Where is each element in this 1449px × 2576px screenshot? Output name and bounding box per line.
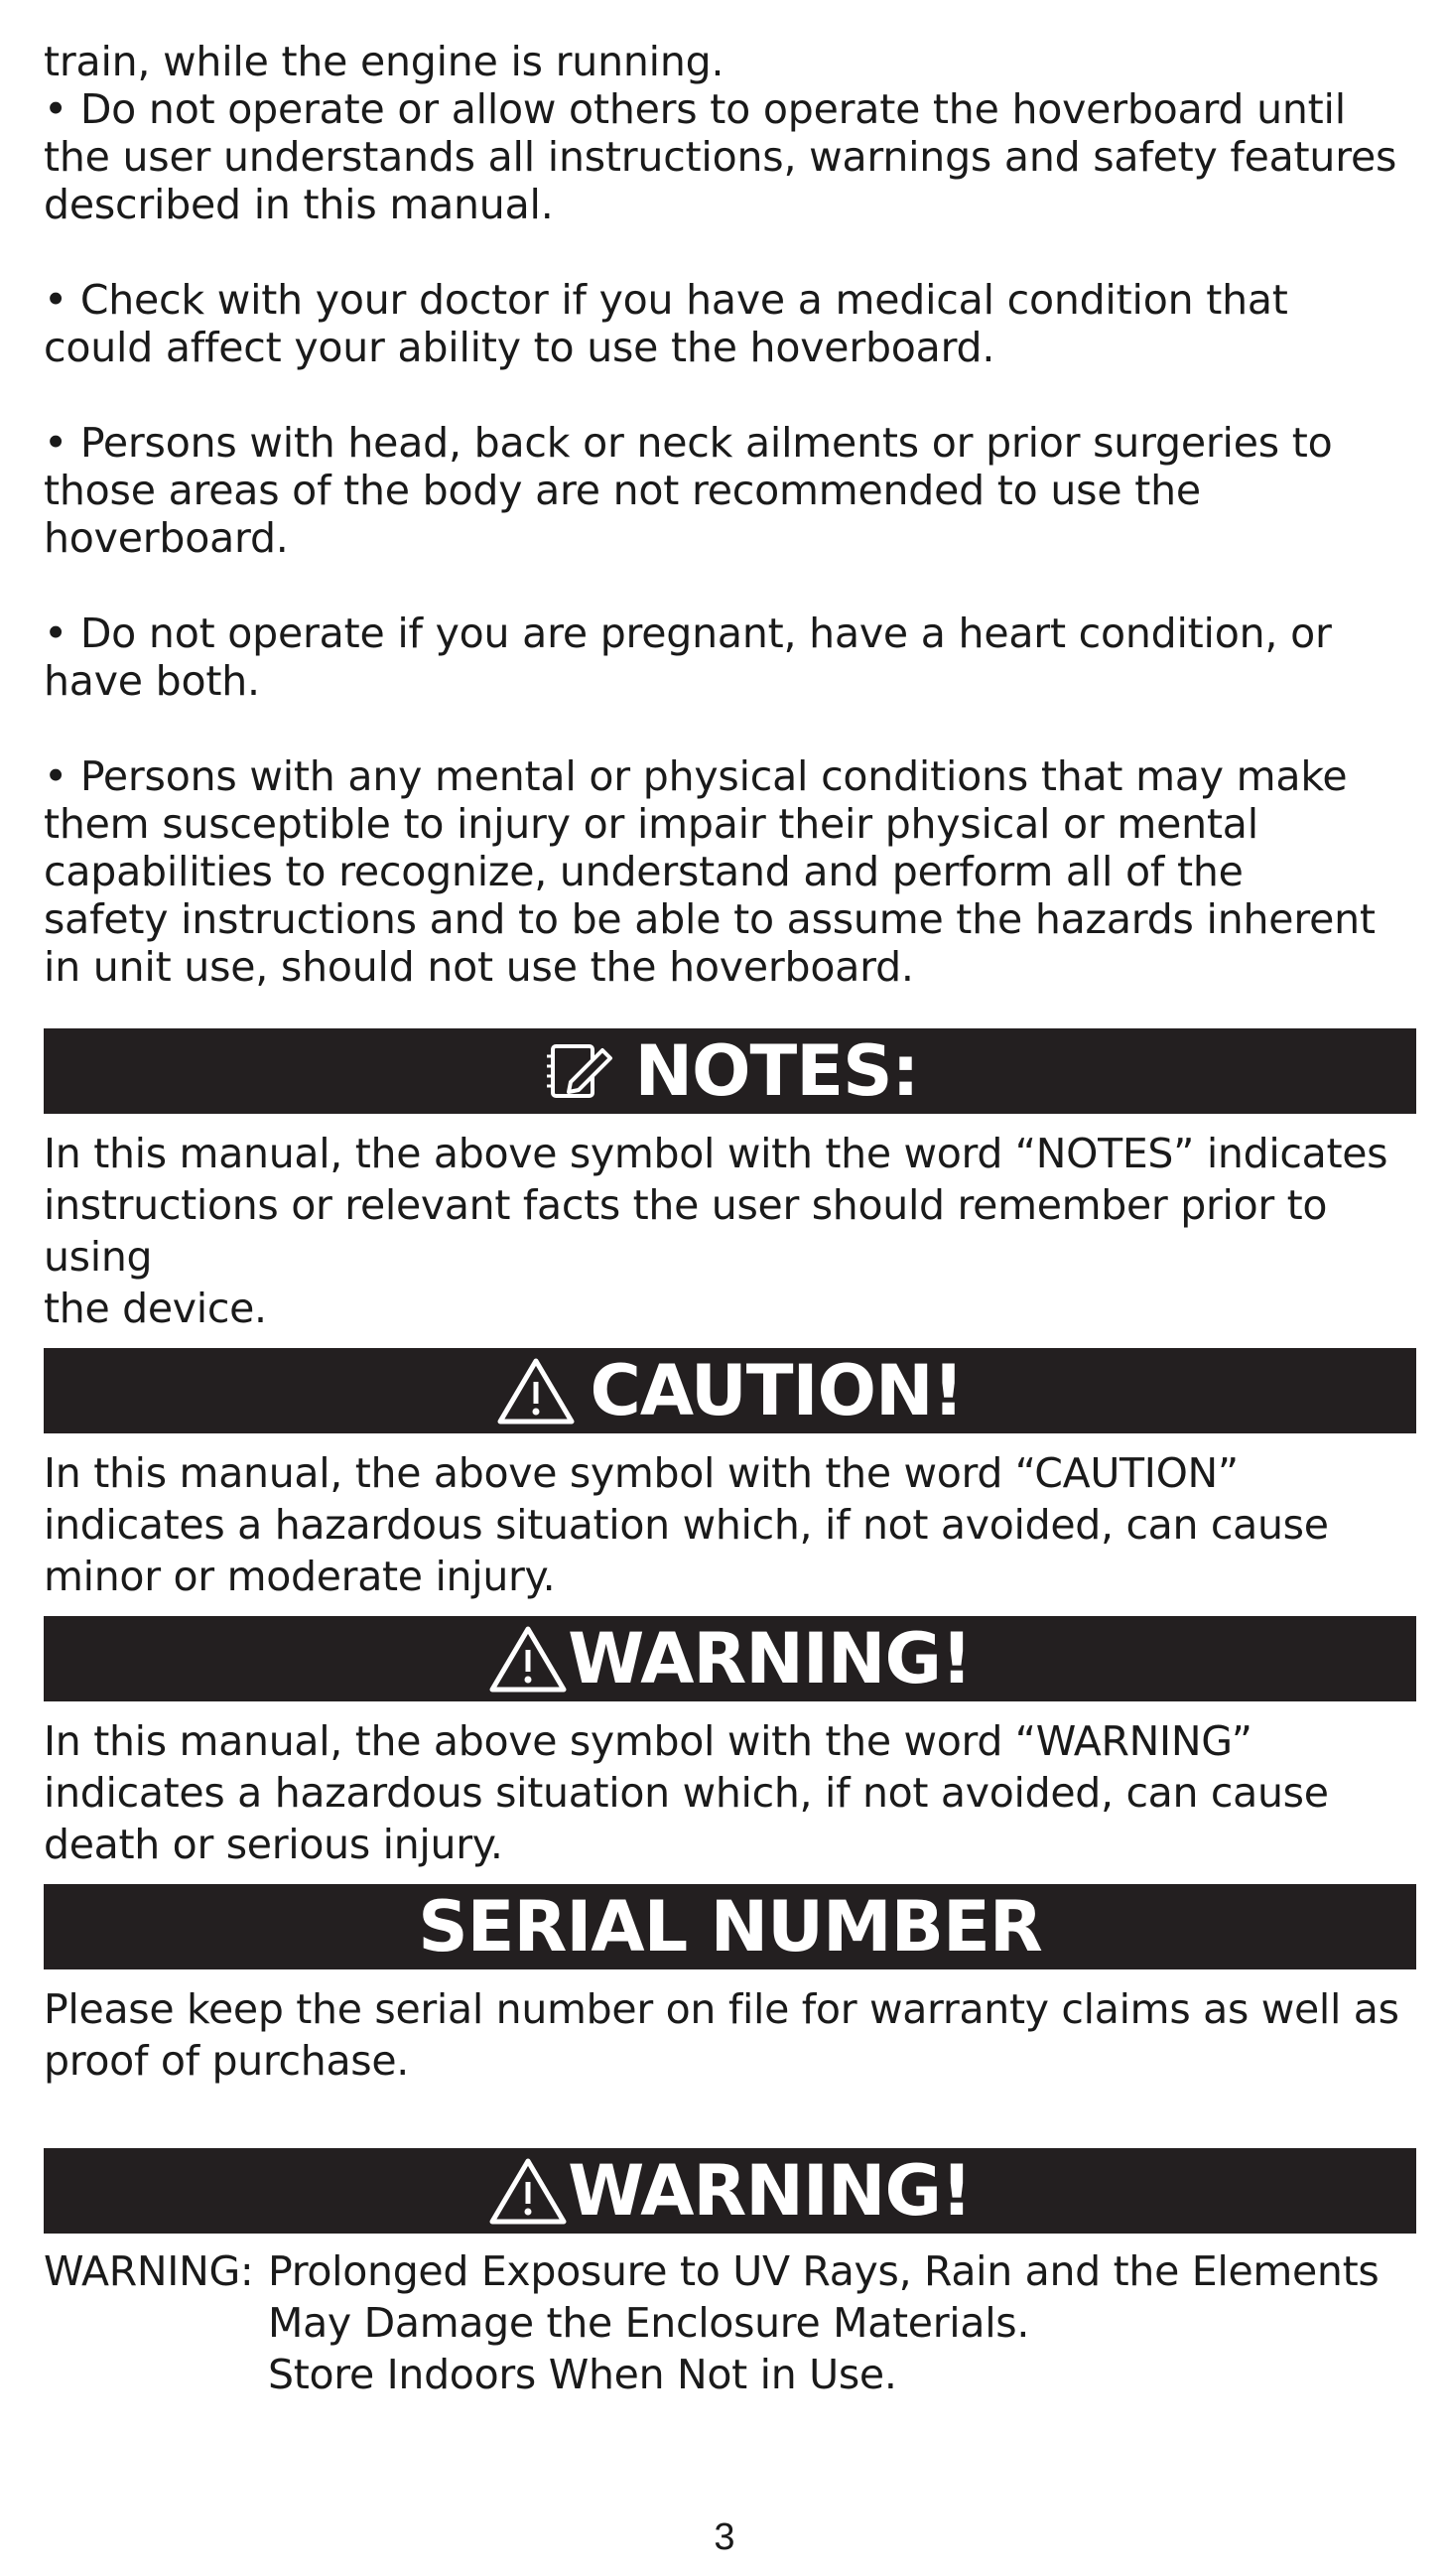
text-line: May Damage the Enclosure Materials. [268, 2299, 1030, 2347]
paragraph-conditions [44, 752, 1416, 991]
text-line: train, while the engine is running. [44, 38, 724, 85]
warning-heading: WARNING! [568, 1618, 972, 1699]
paragraph-ailments [44, 419, 1416, 562]
caution-banner [44, 1348, 1416, 1433]
text-line: indicates a hazardous situation which, if not avoided, can cause [44, 1501, 1329, 1549]
text-line: Prolonged Exposure to UV Rays, Rain and the Elements [268, 2247, 1380, 2295]
text-line: could affect your ability to use the hoverboard. [44, 324, 995, 371]
paragraph-pregnant [44, 610, 1416, 705]
uv-warning-label: WARNING: [44, 2247, 254, 2295]
caution-heading: CAUTION! [590, 1350, 964, 1431]
text-line: In this manual, the above symbol with the word “WARNING” [44, 1717, 1252, 1765]
warning-banner [44, 1616, 1416, 1701]
paragraph-operating [44, 38, 1416, 228]
text-line: hoverboard. [44, 514, 289, 562]
text-line: In this manual, the above symbol with the word “NOTES” indicates [44, 1130, 1388, 1177]
text-line: • Persons with any mental or physical conditions that may make [44, 752, 1348, 800]
text-line: • Check with your doctor if you have a medical condition that [44, 276, 1288, 324]
serial-number-banner [44, 1884, 1416, 1969]
text-line: Please keep the serial number on file for warranty claims as well as [44, 1985, 1399, 2033]
uv-warning-banner [44, 2148, 1416, 2234]
text-line: minor or moderate injury. [44, 1553, 556, 1600]
uv-warning-heading: WARNING! [568, 2150, 972, 2232]
text-line: the device. [44, 1285, 267, 1332]
warning-description [44, 1715, 1416, 1870]
notepad-pencil-icon [541, 1036, 620, 1106]
notes-heading: NOTES: [634, 1030, 919, 1112]
text-line: safety instructions and to be able to assume the hazards inherent [44, 895, 1376, 943]
text-line: • Persons with head, back or neck ailments or prior surgeries to [44, 419, 1333, 467]
serial-number-description [44, 1983, 1416, 2087]
text-line: Store Indoors When Not in Use. [268, 2351, 897, 2398]
serial-number-heading: SERIAL NUMBER [418, 1886, 1042, 1967]
notes-banner [44, 1028, 1416, 1114]
warning-triangle-icon [488, 1624, 568, 1694]
text-line: capabilities to recognize, understand and perform all of the [44, 848, 1244, 895]
text-line: have both. [44, 657, 260, 705]
text-line: the user understands all instructions, warnings and safety features [44, 133, 1397, 181]
manual-page [44, 38, 1416, 2400]
warning-triangle-icon [496, 1356, 576, 1425]
text-line: In this manual, the above symbol with the word “CAUTION” [44, 1449, 1239, 1497]
text-line: in unit use, should not use the hoverboard. [44, 943, 914, 991]
warning-triangle-icon [488, 2156, 568, 2226]
text-line: instructions or relevant facts the user should remember prior to using [44, 1181, 1328, 1281]
text-line: proof of purchase. [44, 2037, 410, 2085]
paragraph-doctor [44, 276, 1416, 371]
text-line: those areas of the body are not recommended to use the [44, 467, 1201, 514]
text-line: indicates a hazardous situation which, if not avoided, can cause [44, 1769, 1329, 1817]
text-line: described in this manual. [44, 181, 554, 228]
text-line: them susceptible to injury or impair their physical or mental [44, 800, 1258, 848]
uv-warning-text [44, 2245, 1416, 2400]
text-line: • Do not operate or allow others to operate the hoverboard until [44, 85, 1346, 133]
text-line: • Do not operate if you are pregnant, have a heart condition, or [44, 610, 1332, 657]
text-line: death or serious injury. [44, 1821, 503, 1868]
page-number: 3 [714, 2516, 735, 2558]
caution-description [44, 1447, 1416, 1602]
notes-description [44, 1128, 1416, 1334]
